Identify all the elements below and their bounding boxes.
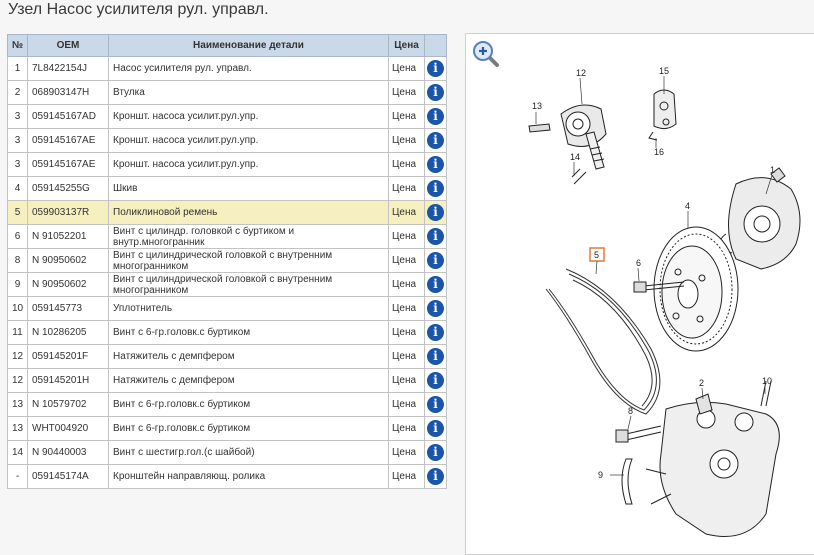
row-price-link[interactable]: Цена: [389, 273, 425, 297]
row-name: Поликлиновой ремень: [109, 201, 389, 225]
row-num: 2: [8, 81, 28, 105]
row-name: Натяжитель с демпфером: [109, 369, 389, 393]
row-info-cell: [425, 465, 447, 489]
row-name: Винт с цилиндрической головкой с внутренним многогранником: [109, 273, 389, 297]
table-row[interactable]: [8, 201, 447, 225]
row-price-link[interactable]: Цена: [389, 129, 425, 153]
callout-8[interactable]: 8: [628, 406, 634, 416]
row-info-cell: [425, 225, 447, 249]
table-row[interactable]: [8, 393, 447, 417]
zoom-in-button[interactable]: [472, 40, 500, 68]
row-name: Втулка: [109, 81, 389, 105]
row-num: 8: [8, 249, 28, 273]
info-icon[interactable]: i: [427, 348, 444, 365]
diagram-panel: [465, 33, 814, 555]
info-icon[interactable]: i: [427, 468, 444, 485]
row-num: 6: [8, 225, 28, 249]
callout-13[interactable]: 13: [532, 101, 543, 111]
parts-diagram[interactable]: [466, 34, 814, 554]
row-price-link[interactable]: Цена: [389, 465, 425, 489]
row-price-link[interactable]: Цена: [389, 393, 425, 417]
callout-1[interactable]: 1: [770, 165, 776, 175]
table-row[interactable]: [8, 465, 447, 489]
row-num: 11: [8, 321, 28, 345]
row-oem: N 10579702: [28, 393, 109, 417]
row-price-link[interactable]: Цена: [389, 321, 425, 345]
row-price-link[interactable]: Цена: [389, 297, 425, 321]
row-name: Натяжитель с демпфером: [109, 345, 389, 369]
row-name: Кроншт. насоса усилит.рул.упр.: [109, 129, 389, 153]
table-row[interactable]: [8, 225, 447, 249]
callout-9[interactable]: 10: [762, 376, 773, 386]
row-oem: 059145255G: [28, 177, 109, 201]
table-row[interactable]: [8, 273, 447, 297]
row-info-cell: [425, 417, 447, 441]
col-header-info: [425, 35, 447, 57]
row-info-cell: [425, 153, 447, 177]
col-header-num: №: [8, 35, 28, 57]
row-price-link[interactable]: Цена: [389, 345, 425, 369]
row-num: 1: [8, 57, 28, 81]
row-oem: 059145201F: [28, 345, 109, 369]
callout-5[interactable]: 5: [594, 250, 600, 260]
callout-16[interactable]: 16: [654, 147, 665, 157]
table-row[interactable]: [8, 369, 447, 393]
row-info-cell: [425, 249, 447, 273]
row-info-cell: [425, 177, 447, 201]
row-info-cell: [425, 393, 447, 417]
row-info-cell: [425, 345, 447, 369]
table-row[interactable]: [8, 297, 447, 321]
parts-table: [7, 34, 447, 489]
info-icon[interactable]: i: [427, 228, 444, 245]
zoom-in-icon[interactable]: [472, 40, 500, 68]
row-name: Уплотнитель: [109, 297, 389, 321]
table-row[interactable]: [8, 81, 447, 105]
row-name: Винт с шестигр.гол.(с шайбой): [109, 441, 389, 465]
row-oem: 059145167AE: [28, 129, 109, 153]
row-info-cell: [425, 129, 447, 153]
row-oem: N 90950602: [28, 249, 109, 273]
table-row[interactable]: [8, 249, 447, 273]
info-icon[interactable]: i: [427, 372, 444, 389]
row-num: 3: [8, 105, 28, 129]
row-oem: 059145174A: [28, 465, 109, 489]
info-icon[interactable]: i: [427, 420, 444, 437]
page-title: Узел Насос усилителя рул. управл.: [8, 1, 269, 18]
row-price-link[interactable]: Цена: [389, 57, 425, 81]
table-row[interactable]: [8, 441, 447, 465]
row-name: Винт с цилиндрической головкой с внутренним многогранником: [109, 249, 389, 273]
row-num: 5: [8, 201, 28, 225]
row-name: Кронштейн направляющ. ролика: [109, 465, 389, 489]
row-name: Винт с 6-гр.головк.с буртиком: [109, 393, 389, 417]
row-oem: 068903147H: [28, 81, 109, 105]
row-price-link[interactable]: Цена: [389, 81, 425, 105]
row-price-link[interactable]: Цена: [389, 369, 425, 393]
row-info-cell: [425, 81, 447, 105]
table-row[interactable]: [8, 57, 447, 81]
row-oem: 059145167AD: [28, 105, 109, 129]
table-row[interactable]: [8, 105, 447, 129]
row-price-link[interactable]: Цена: [389, 177, 425, 201]
row-oem: 059145201H: [28, 369, 109, 393]
row-price-link[interactable]: Цена: [389, 417, 425, 441]
lower-bracket-drawing: [616, 381, 779, 537]
info-icon[interactable]: i: [427, 156, 444, 173]
callout-6[interactable]: 6: [636, 258, 642, 268]
row-oem: WHT004920: [28, 417, 109, 441]
info-icon[interactable]: i: [427, 108, 444, 125]
col-header-name: Наименование детали: [109, 35, 389, 57]
info-icon[interactable]: i: [427, 252, 444, 269]
table-header-row: [8, 35, 447, 57]
info-icon[interactable]: i: [427, 396, 444, 413]
info-icon[interactable]: i: [427, 324, 444, 341]
row-info-cell: [425, 201, 447, 225]
table-row[interactable]: [8, 321, 447, 345]
col-header-price: Цена: [389, 35, 425, 57]
row-price-link[interactable]: Цена: [389, 201, 425, 225]
row-info-cell: [425, 57, 447, 81]
row-oem: 059145167AE: [28, 153, 109, 177]
table-row[interactable]: [8, 345, 447, 369]
row-num: 10: [8, 297, 28, 321]
col-header-oem: OEM: [28, 35, 109, 57]
info-icon[interactable]: i: [427, 204, 444, 221]
bracket-15-drawing: [649, 90, 676, 140]
callout-12[interactable]: 12: [576, 68, 587, 78]
table-row[interactable]: [8, 417, 447, 441]
row-price-link[interactable]: Цена: [389, 441, 425, 465]
row-num: 13: [8, 417, 28, 441]
callout-14[interactable]: 14: [570, 152, 581, 162]
table-row[interactable]: [8, 129, 447, 153]
row-info-cell: [425, 273, 447, 297]
row-price-link[interactable]: Цена: [389, 249, 425, 273]
info-icon[interactable]: i: [427, 84, 444, 101]
row-name: Винт с 6-гр.головк.с буртиком: [109, 417, 389, 441]
row-oem: N 90440003: [28, 441, 109, 465]
row-name: Винт с 6-гр.головк.с буртиком: [109, 321, 389, 345]
row-name: Винт с цилиндр. головкой с буртиком и внутр.многогранник: [109, 225, 389, 249]
row-num: 3: [8, 153, 28, 177]
info-icon[interactable]: i: [427, 180, 444, 197]
row-oem: 7L8422154J: [28, 57, 109, 81]
info-icon[interactable]: i: [427, 60, 444, 77]
row-oem: N 91052201: [28, 225, 109, 249]
callout-2[interactable]: 2: [699, 378, 705, 388]
row-info-cell: [425, 105, 447, 129]
row-oem: N 10286205: [28, 321, 109, 345]
pulley-drawing: [654, 227, 738, 351]
callout-10[interactable]: 9: [598, 470, 604, 480]
row-oem: N 90950602: [28, 273, 109, 297]
row-num: 13: [8, 393, 28, 417]
row-name: Кроншт. насоса усилит.рул.упр.: [109, 105, 389, 129]
row-oem: 059145773: [28, 297, 109, 321]
row-info-cell: [425, 321, 447, 345]
row-name: Кроншт. насоса усилит.рул.упр.: [109, 153, 389, 177]
row-oem: 059903137R: [28, 201, 109, 225]
row-price-link[interactable]: Цена: [389, 225, 425, 249]
row-name: Насос усилителя рул. управл.: [109, 57, 389, 81]
row-name: Шкив: [109, 177, 389, 201]
callout-15[interactable]: 15: [659, 66, 670, 76]
info-icon[interactable]: i: [427, 300, 444, 317]
info-icon[interactable]: i: [427, 444, 444, 461]
pump-drawing: [720, 168, 800, 269]
row-num: 12: [8, 369, 28, 393]
info-icon[interactable]: i: [427, 276, 444, 293]
row-num: 14: [8, 441, 28, 465]
row-info-cell: [425, 441, 447, 465]
row-price-link[interactable]: Цена: [389, 105, 425, 129]
row-num: 4: [8, 177, 28, 201]
row-num: -: [8, 465, 28, 489]
info-icon[interactable]: i: [427, 132, 444, 149]
row-price-link[interactable]: Цена: [389, 153, 425, 177]
row-num: 9: [8, 273, 28, 297]
row-num: 12: [8, 345, 28, 369]
table-row[interactable]: [8, 153, 447, 177]
callout-4[interactable]: 4: [685, 201, 691, 211]
table-row[interactable]: [8, 177, 447, 201]
row-info-cell: [425, 369, 447, 393]
row-info-cell: [425, 297, 447, 321]
row-num: 3: [8, 129, 28, 153]
tensioner-drawing: [529, 105, 606, 184]
